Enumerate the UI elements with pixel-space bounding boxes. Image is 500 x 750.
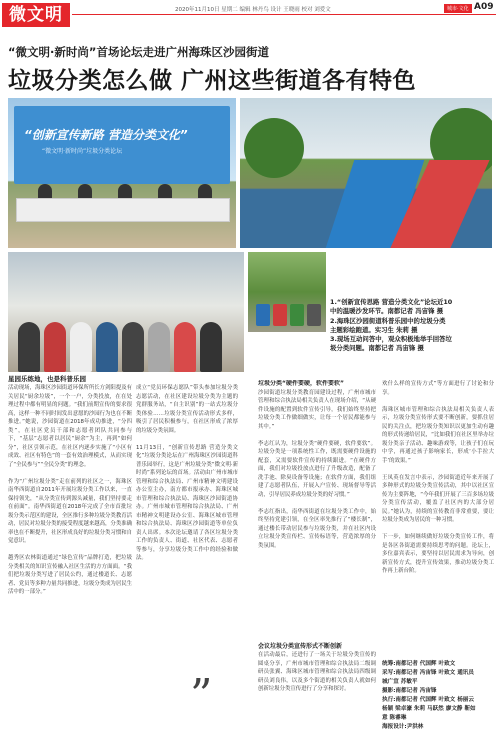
credit-line: 海报设计:尹洪林 [382, 724, 424, 730]
credit-line: 杨颖 梁卓濠 朱莉 马跃然 廖文静 靳如 [382, 706, 476, 712]
credits-block [382, 660, 494, 732]
audience-figure [200, 322, 222, 372]
photo-caption-left: 星园乐练地，也是科普乐园 [8, 375, 86, 383]
bins-photo [248, 252, 326, 332]
caption-line: 圾分类问题。南都记者 冯宙锋 摄 [330, 344, 424, 353]
stage-table [16, 198, 230, 222]
audience-figure [174, 322, 196, 372]
body-column-4: 欢什么样的宣传方式”等方面进行了讨论和分享。 海珠区城市管理和综合执法局相关负责人表示，垃圾分类宣传形式要不断创新，要抓住居民的关注点，把垃圾分类知识以更加生动有趣的形式传递给居民，“比如我们在社区里举办垃圾分类亲子活动、趣味游戏等，让孩子们在玩中学，再通过孩子影响家长，形成‘小手拉大手’的效果。” 王凤英在发言中表示，沙园街道近年来开展了多种形式的垃圾分类宣传活动，其中以社区宣传为主要阵地，“今年我们开展了三百多场垃圾分类宣传活动，覆盖了社区内的大部分居民。”她认为，持续的宣传教育非常重要，要让垃圾分类成为居民的一种习惯。 下一步，如何继续做好垃圾分类宣传工作，将是各区各街道需要持续思考的问题。论坛上，多位嘉宾表示，要坚持以居民需求为导向，创新宣传方式，提升宣传效果，推动垃圾分类工作再上新台阶。 [382, 381, 494, 574]
stage-title: “创新宣传新路 营造分类文化” [24, 128, 188, 142]
audience-figure [18, 322, 40, 372]
column-text: 在活动最后，还进行了一场关于垃圾分类宣传的圆桌分享，广州市城市管理和综合执法局二级调研员张翼、海珠区城市管理和综合执法局四级调研员刘良伟，以及多个街道的相关负责人就如何创新垃圾分类宣传进行了分享和探讨。 [258, 652, 376, 692]
credit-line: 采写:南都记者 冯宙锋 叶致文 通讯员 [382, 670, 474, 676]
hazard-bin [273, 304, 287, 326]
quote-mark-icon: ” [190, 670, 213, 721]
body-column-3 [258, 380, 376, 746]
article-subtitle: “微文明·新时尚”首场论坛走进广州海珠区沙园街道 [8, 45, 269, 59]
stage-subtitle: “微文明·新时尚”垃圾分类论坛 [42, 148, 123, 155]
body-column-2: 成立“党员环保志愿队”带头参加垃圾分类志愿活动，在社区建设垃圾分类为主题的党群服务站，“自主识别”的一站式垃圾分类体验……垃圾分类宣传活动形式多样，吸引了居民积极参与，在社区形成了浓厚的垃圾分类氛围。 11月13日，“创新宣传思路 营造分类文化”垃圾分类论坛在广州海珠区沙园街道科普乐园举行，这是广州垃圾分类“微文明·新时尚”系列论坛的首场。活动由广州市城市管理和综合执法局、广州市精神文明建设办公室主办，南方都市报承办、海珠区城市管理和综合执法局、海珠区沙园街道协办。广州市城市管理和综合执法局、广州市精神文明建设办公室、海珠区城市管理和综合执法局、海珠区沙园街道等单位负责人出席。本次论坛邀请了各区垃圾分类工作的负责人、街道、社区代表、志愿者等参与，分享垃圾分类工作中的经验和做法。 [136, 385, 238, 561]
section-subhead: 垃圾分类“硬件要硬，软件要软” [258, 380, 344, 387]
column-text: 沙园街道垃圾分类教育园建设过程，广州市城市管理和综合执法局相关负责人在现场介绍，“从硬件设施的配置到软件宣传引导，我们始终坚持把垃圾分类工作做细做实，让每一个居民都能参与其中。” 李志红认为，垃圾分类“硬件要硬，软件要软”。垃圾分类是一项系统性工作，既需要硬件设施的配套，又需要软件宣传的持续跟进。“在硬件方面，我们对垃圾投放点进行了升级改造，配备了洗手池、除臭设备等设施；在软件方面，我们组建了志愿者队伍，开展入户宣传、现场督导等活动，引导居民养成垃圾分类的好习惯。” 李志红指出，南华西街道在垃圾分类工作中，始终坚持党建引领，在全区率先推行了“楼长制”，通过楼长带动居民参与垃圾分类，并在社区内设立垃圾分类宣传栏、宣传标语等，营造浓厚的分类氛围。 [258, 389, 376, 549]
tree [244, 118, 304, 178]
kitchen-bin [290, 304, 304, 326]
forum-stage-photo [8, 98, 236, 248]
recycle-bin [256, 304, 270, 326]
article-headline: 垃圾分类怎么做 广州这些街道各有特色 [8, 68, 417, 94]
page-number: A09 [474, 2, 494, 12]
issue-info: 2020年11月10日 星期二 编辑 林丹鸟 设计 王晓雨 校对 刘爱文 [175, 7, 331, 13]
credit-line: 意 陈睿琳 [382, 715, 407, 721]
audience-photo [8, 252, 244, 372]
caption-line: 1.“创新宣传思路 营造分类文化”论坛近10 [330, 298, 453, 306]
credit-line: 统筹:南都记者 代国辉 叶致文 [382, 661, 456, 667]
credit-line: 城广宣 苏敏平 [382, 679, 418, 685]
audience-figure [44, 322, 66, 372]
audience-figure [148, 322, 170, 372]
credit-line: 摄影:南都记者 冯宙锋 [382, 688, 437, 694]
credit-line: 执行:南都记者 代国辉 叶致文 杨丽云 [382, 697, 474, 703]
stage-backdrop [14, 106, 230, 184]
audience-figure [96, 322, 118, 372]
section-tag: 城市·文化 [444, 4, 472, 13]
caption-line: 中的温暖沙发环节。南都记者 冯宙锋 摄 [330, 307, 444, 316]
painted-track-photo [240, 98, 492, 248]
section-subhead: 会议垃圾分类宣传形式不断创新 [258, 642, 343, 650]
other-bin [307, 304, 321, 326]
audience-figure [70, 322, 92, 372]
caption-line: 2.海珠区沙园街道科普乐园中的垃圾分类 [330, 316, 446, 325]
section-logo: 微文明 [2, 3, 70, 27]
body-column-1: 活动现场，海珠区沙园街道环保所所长方剑阳提及有关居民“厨余垃圾”，一个一户，分类投放，在在处理过程中都有明显的问题。“我们前期宣传的要求很高，这样一种不同时间发出意愿的沙园行为也在不断推进。”她说，沙园街道在2018年成功推进，“分四类”，在社区党员干部和志愿者团队共同参与下，“基层”志愿者以居民“厨余”为主，再到“如何分”，社区引领示范，在社区内逐步实施了“小区有成效、社区有特色”的一套有效治理模式，从而实现了“全民参与”“全民分类”的理念。 作为“广州垃圾分类”走在前列的社区之一，海珠区南华西街道自2011年开展垃圾分类工作以来，一直保持领先，“从分类宣传到源头减量，我们坚持要走在前面”。南华西街道在2018年完成了全市首批垃圾分类示范区的建设，全区推行多种垃圾分类教育活动，居民对垃圾分类的接受程度越来越高，分类准确率也在不断提升，社区形成良好的垃圾分类习惯和自觉意识。 越秀区农林街道通过“绿色宣传”品牌打造，把垃圾分类相关的知识宣传融入社区生活的方方面面。“我们把垃圾分类写进了居民公约，通过楼道长、志愿者、党员等多种力量共同推进，垃圾分类成为居民生活中的一部分。” [8, 385, 132, 595]
audience-figure [122, 322, 144, 372]
header-rule [72, 14, 496, 15]
photo-captions [330, 298, 494, 354]
caption-line: 主题彩绘跑道。实习生 朱莉 摄 [330, 325, 418, 334]
caption-line: 3.现场互动问答中，观众积极地举手回答垃 [330, 335, 452, 344]
masthead [0, 0, 500, 30]
